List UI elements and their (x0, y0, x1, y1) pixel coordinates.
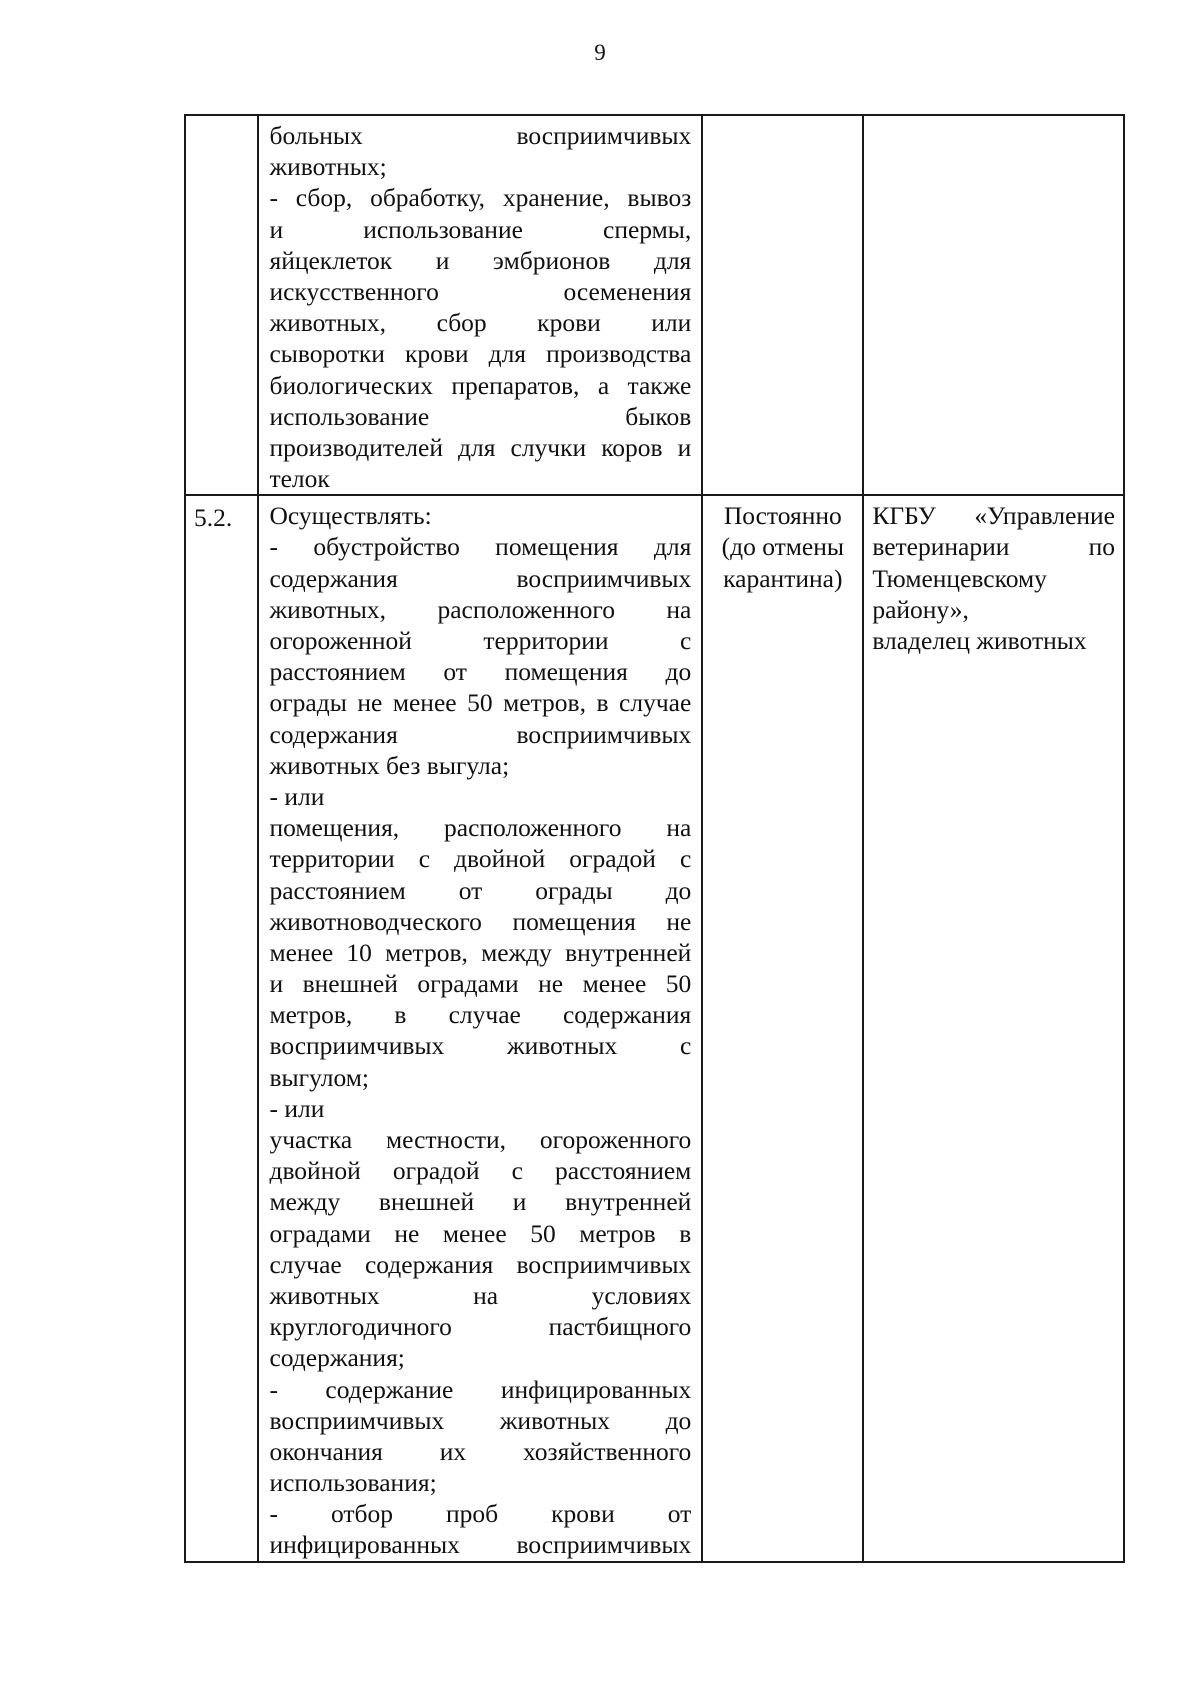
term-text (703, 116, 862, 120)
text-line: случае содержания восприимчивых (269, 1249, 692, 1279)
cell-number (185, 115, 258, 495)
text-line: яйцеклеток и эмбрионов для (269, 245, 692, 275)
text-line: и внешней оградами не менее 50 (269, 969, 692, 999)
text-line: содержания; (269, 1343, 405, 1373)
text-line: животных, сбор крови или (269, 308, 692, 338)
text-line: - сбор, обработку, хранение, вывоз (269, 183, 692, 213)
term-text (703, 496, 862, 594)
text-line: биологических препаратов, а также (269, 370, 692, 400)
row-number: 5.2. (194, 503, 233, 533)
text-line: расстоянием от ограды до (269, 875, 692, 905)
text-line: владелец животных (872, 626, 1087, 655)
table-row (185, 495, 1124, 1561)
text-line: инфицированных восприимчивых (269, 1530, 692, 1560)
text-line: телок (269, 464, 330, 494)
text-line: животных на условиях (269, 1280, 692, 1310)
text-line: - или (269, 781, 325, 811)
text-line: - обустройство помещения для (269, 532, 692, 562)
text-line: огороженной территории с (269, 626, 692, 655)
text-line: - содержание инфицированных (269, 1374, 692, 1404)
text-line: участка местности, огороженного (269, 1125, 692, 1154)
text-line: животноводческого помещения не (269, 906, 692, 936)
cell-responsible (863, 115, 1124, 495)
text-line: животных без выгула; (269, 750, 510, 780)
text-line: двойной оградой с расстоянием (269, 1156, 692, 1186)
cell-measure (258, 495, 702, 1561)
text-line: менее 10 метров, между внутренней (269, 937, 692, 967)
text-line: Тюменцевскому (872, 563, 1047, 593)
text-line: животных, расположенного на (269, 594, 692, 624)
responsible-text (864, 116, 1123, 120)
cell-number (185, 495, 258, 1561)
text-line: ограды не менее 50 метров, в случае (269, 688, 692, 718)
text-line: (до отмены (721, 532, 844, 562)
cell-term (702, 115, 863, 495)
measure-text (259, 496, 701, 1560)
text-line: сыворотки крови для производства (269, 339, 692, 369)
measures-table (184, 114, 1125, 1563)
text-line: КГБУ «Управление (872, 501, 1115, 531)
text-line: помещения, расположенного на (269, 813, 692, 843)
text-line: больных восприимчивых (269, 121, 692, 150)
text-line: искусственного осеменения (269, 276, 692, 306)
text-line: - или (269, 1093, 325, 1123)
text-line: использования; (269, 1468, 437, 1498)
text-line: территории с двойной оградой с (269, 844, 692, 874)
text-line: восприимчивых животных до (269, 1405, 692, 1435)
text-line: восприимчивых животных с (269, 1031, 692, 1061)
text-line: расстоянием от помещения до (269, 657, 692, 687)
page-number: 9 (594, 40, 606, 65)
text-line: содержания восприимчивых (269, 563, 692, 593)
text-line: использование быков (269, 401, 692, 431)
cell-term (702, 495, 863, 1561)
text-line: - отбор проб крови от (269, 1499, 692, 1529)
cell-measure (258, 115, 702, 495)
text-line: оградами не менее 50 метров в (269, 1218, 692, 1248)
text-line: метров, в случае содержания (269, 1000, 692, 1030)
text-line: между внешней и внутренней (269, 1187, 692, 1217)
text-line: и использование спермы, (269, 214, 692, 244)
text-line: животных; (269, 152, 387, 182)
text-line: окончания их хозяйственного (269, 1436, 692, 1466)
text-line: карантина) (723, 563, 843, 593)
responsible-text (864, 496, 1123, 656)
text-line: производителей для случки коров и (269, 432, 692, 462)
text-line: ветеринарии по (872, 532, 1115, 562)
table-row (185, 115, 1124, 495)
text-line: выгулом; (269, 1062, 369, 1092)
text-line: круглогодичного пастбищного (269, 1312, 692, 1342)
text-line: Осуществлять: (269, 501, 432, 531)
cell-responsible (863, 495, 1124, 1561)
measure-text (259, 116, 701, 494)
text-line: содержания восприимчивых (269, 719, 692, 749)
text-line: Постоянно (723, 501, 842, 531)
row-number (186, 116, 257, 122)
text-line: району», (872, 594, 969, 624)
